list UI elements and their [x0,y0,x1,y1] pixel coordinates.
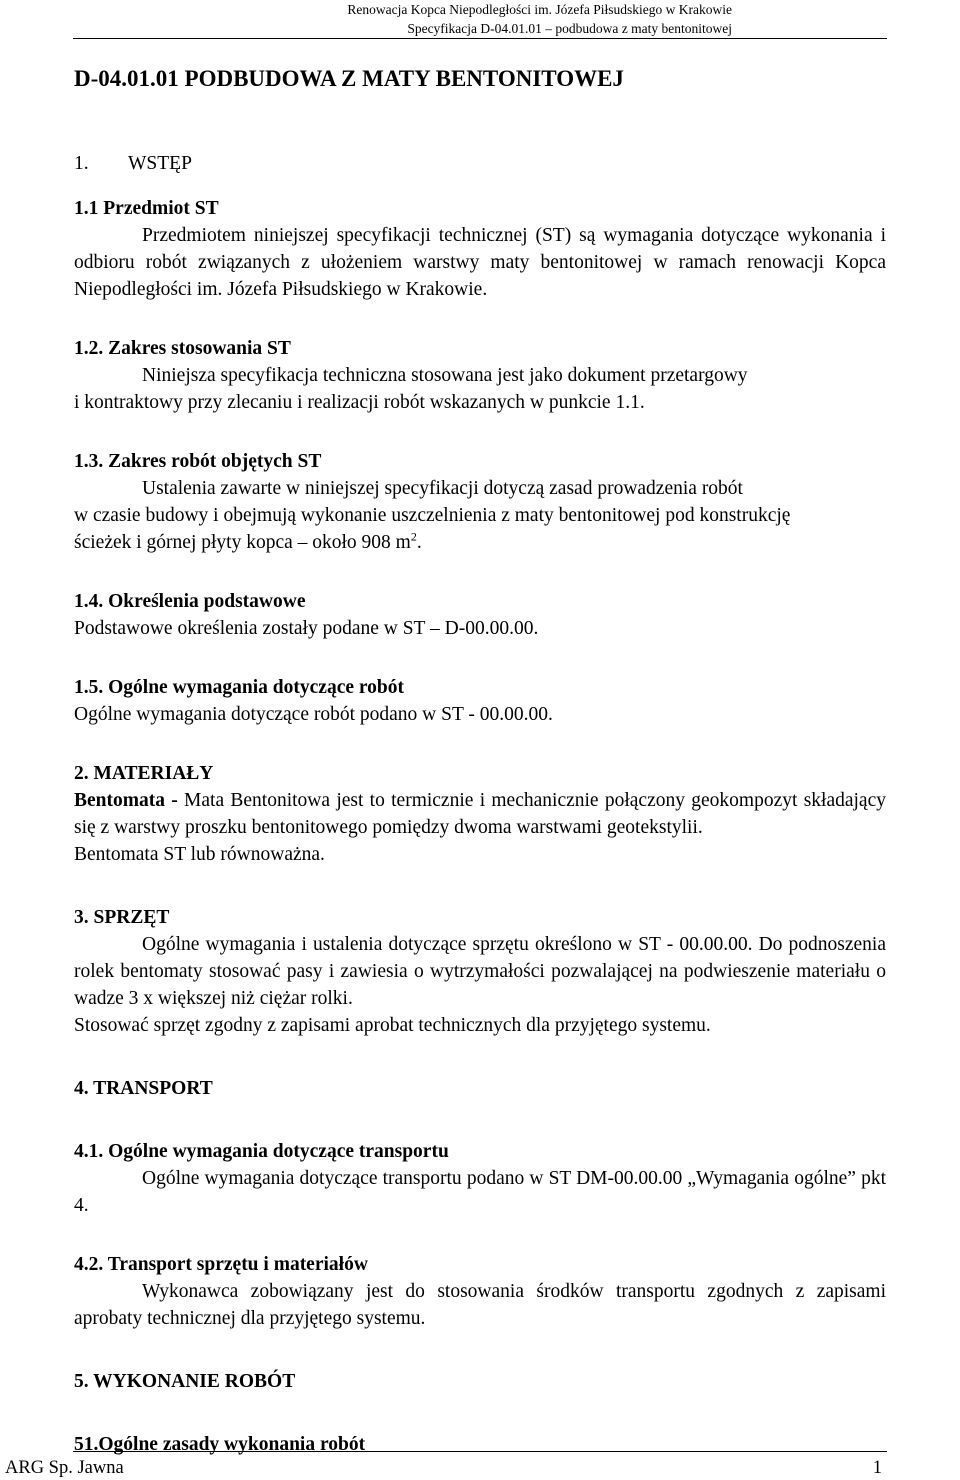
section-4-2-heading: 4.2. Transport sprzętu i materiałów [74,1254,368,1275]
bentomata-definition: Mata Bentonitowa jest to termicznie i mechanicznie połączony geokompozyt składający się z warstwy proszku bentonitowego pomiędzy dwoma warstwami geotekstylii. [74,790,886,838]
section-1-4-heading: 1.4. Określenia podstawowe [74,591,306,612]
section-1-1 [74,195,886,303]
document-title: D-04.01.01 PODBUDOWA Z MATY BENTONITOWEJ [74,66,624,91]
section-1-heading [74,150,886,177]
section-1-3-line-1: Ustalenia zawarte w niniejszej specyfikacji dotyczą zasad prowadzenia robót [142,478,743,499]
section-1-3-line-3-text: ścieżek i górnej płyty kopca – około 908 m [74,532,411,553]
section-5-1-heading: 51.Ogólne zasady wykonania robót [74,1434,366,1455]
area-unit-superscript: 2 [410,529,417,544]
section-5-heading: 5. WYKONANIE ROBÓT [74,1371,296,1392]
section-2 [74,760,886,868]
section-4-1-heading: 4.1. Ogólne wymagania dotyczące transportu [74,1141,449,1162]
section-2-text [74,787,886,841]
section-1-2-line-2: i kontraktowy przy zlecaniu i realizacji robót wskazanych w punkcie 1.1. [74,392,645,413]
section-1-3 [74,448,886,556]
section-1-5-heading: 1.5. Ogólne wymagania dotyczące robót [74,677,405,698]
section-1-2 [74,335,886,416]
section-4-1-text: Ogólne wymagania dotyczące transportu podano w ST DM-00.00.00 „Wymagania ogólne” pkt 4. [74,1168,886,1216]
section-4-heading: 4. TRANSPORT [74,1078,213,1099]
section-1-3-line-2: w czasie budowy i obejmują wykonanie uszczelnienia z maty bentonitowej pod konstrukcję [74,505,791,526]
section-4-1 [74,1138,886,1219]
header-line-2: Specyfikacja D-04.01.01 – podbudowa z maty bentonitowej [407,21,732,36]
section-4 [74,1075,886,1102]
section-1-4 [74,588,886,642]
bentomata-term: Bentomata - [74,790,178,811]
section-4-2 [74,1251,886,1332]
section-1-2-heading: 1.2. Zakres stosowania ST [74,338,291,359]
section-3-heading: 3. SPRZĘT [74,907,170,928]
section-3-text: Ogólne wymagania i ustalenia dotyczące sprzętu określono w ST - 00.00.00. Do podnoszenia rolek bentomaty stosować pasy i zawiesia o wytrzymałości pozwalającej na podwieszenie materiału o wadze 3 x większej niż ciężar rolki. [74,934,886,1009]
section-1-5 [74,674,886,728]
section-3 [74,904,886,1039]
section-1-1-heading: 1.1 Przedmiot ST [74,198,219,219]
document-body [74,64,886,1458]
section-1-3-line-3-end: . [416,532,422,553]
section-4-2-text: Wykonawca zobowiązany jest do stosowania środków transportu zgodnych z zapisami aprobaty technicznej dla przyjętego systemu. [74,1281,886,1329]
section-2-text-2: Bentomata ST lub równoważna. [74,844,325,865]
section-5 [74,1368,886,1395]
section-1-label: WSTĘP [128,153,192,174]
page-footer [5,1451,887,1478]
footer-company: ARG Sp. Jawna [5,1458,124,1478]
header-rule [73,38,887,39]
section-1-5-text: Ogólne wymagania dotyczące robót podano w ST - 00.00.00. [74,704,553,725]
section-3-text-2: Stosować sprzęt zgodny z zapisami aprobat technicznych dla przyjętego systemu. [74,1015,711,1036]
section-1-4-text: Podstawowe określenia zostały podane w ST – D-00.00.00. [74,618,539,639]
section-1-1-text: Przedmiotem niniejszej specyfikacji technicznej (ST) są wymagania dotyczące wykonania i odbioru robót związanych z ułożeniem warstwy maty bentonitowej w ramach renowacji Kopca Niepodległości im. Józefa Piłsudskiego w Krakowie. [74,225,886,300]
section-2-heading: 2. MATERIAŁY [74,763,214,784]
running-header [347,0,732,38]
header-line-1: Renowacja Kopca Niepodległości im. Józefa Piłsudskiego w Krakowie [347,2,732,17]
section-1-3-line-3 [74,529,886,556]
section-1-2-line-1: Niniejsza specyfikacja techniczna stosowana jest jako dokument przetargowy [142,365,748,386]
page-number: 1 [872,1458,882,1478]
section-1-number: 1. [74,153,89,174]
section-1-3-heading: 1.3. Zakres robót objętych ST [74,451,322,472]
